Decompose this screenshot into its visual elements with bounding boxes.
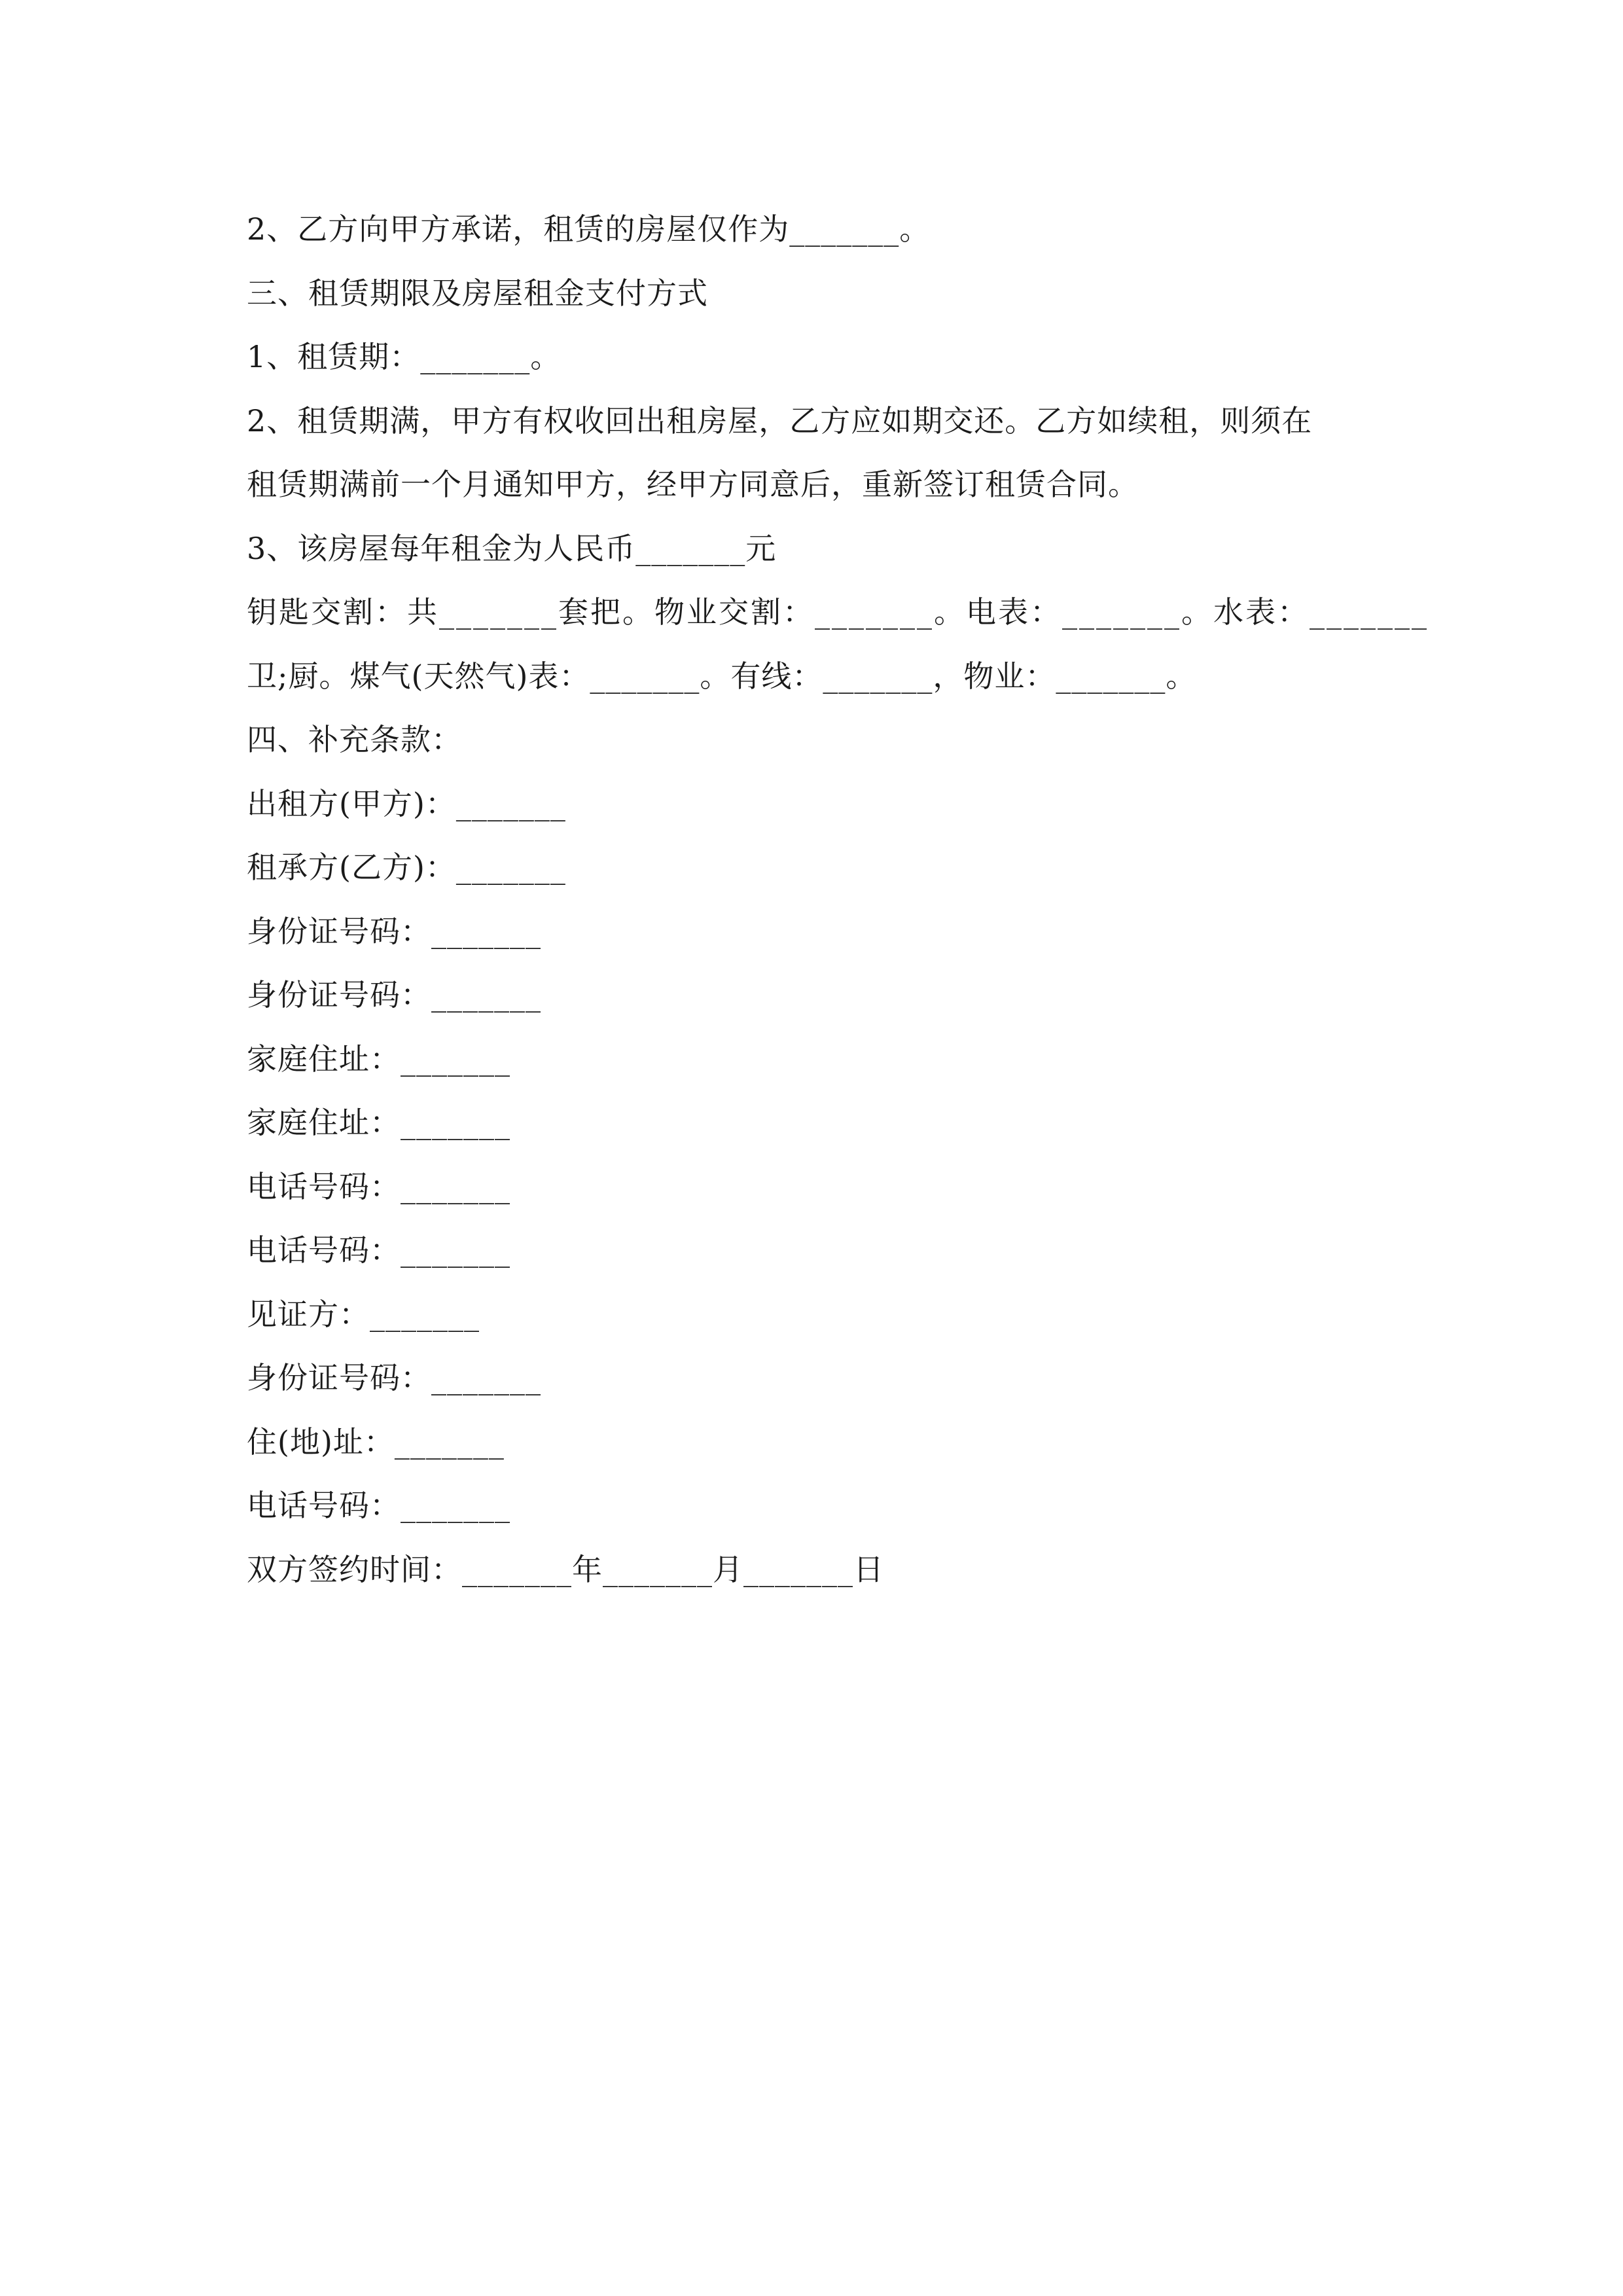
- witness-id-field: 身份证号码：_______: [247, 1360, 541, 1395]
- clause-lease-period: 1、租赁期：_______。: [247, 339, 562, 374]
- lessor-address-field: 家庭住址：_______: [247, 1041, 510, 1077]
- section-heading-supplement: 四、补充条款：: [247, 722, 462, 757]
- clause-lease-expiry: 2、租赁期满，甲方有权收回出租房屋，乙方应如期交还。乙方如续租，则须在: [247, 403, 1313, 439]
- witness-address-field: 住(地)址：_______: [247, 1424, 505, 1460]
- clause-handover: 钥匙交割：共_______套把。物业交割：_______。电表：_______。水表：_______: [247, 594, 1429, 630]
- lessor-id-field: 身份证号码：_______: [247, 913, 541, 949]
- lessee-phone-field: 电话号码：_______: [247, 1232, 510, 1268]
- clause-annual-rent: 3、该房屋每年租金为人民币_______元: [247, 530, 777, 566]
- clause-lease-expiry-cont: 租赁期满前一个月通知甲方，经甲方同意后，重新签订租赁合同。: [247, 467, 1139, 502]
- lessee-address-field: 家庭住址：_______: [247, 1105, 510, 1140]
- clause-handover-cont: 卫;厨。煤气(天然气)表：_______。有线：_______，物业：_______。: [247, 658, 1197, 694]
- lessor-field: 出租方(甲方)：_______: [247, 785, 566, 821]
- signing-date-field: 双方签约时间：_______年_______月_______日: [247, 1551, 884, 1587]
- clause-purpose: 2、乙方向甲方承诺，租赁的房屋仅作为_______。: [247, 211, 931, 247]
- document-body: [247, 198, 1429, 1602]
- lessee-field: 租承方(乙方)：_______: [247, 850, 566, 885]
- lessor-phone-field: 电话号码：_______: [247, 1168, 510, 1204]
- witness-field: 见证方：_______: [247, 1296, 480, 1332]
- lessee-id-field: 身份证号码：_______: [247, 977, 541, 1013]
- witness-phone-field: 电话号码：_______: [247, 1488, 510, 1523]
- section-heading-lease-term: 三、租赁期限及房屋租金支付方式: [247, 275, 708, 311]
